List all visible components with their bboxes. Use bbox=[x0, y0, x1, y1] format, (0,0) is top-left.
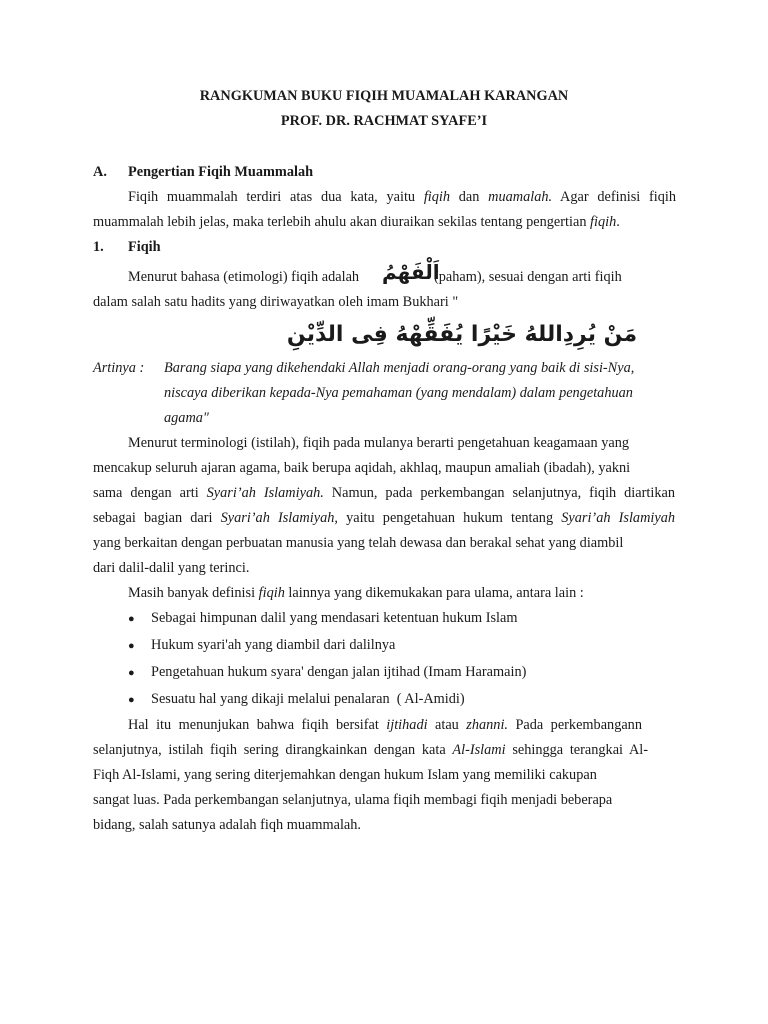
text-span: Pada perkembangann bbox=[508, 717, 642, 733]
italic-term: Syari’ah Islamiyah bbox=[220, 510, 335, 526]
terminologi-line-5: yang berkaitan dengan perbuatan manusia yang telah dewasa dan berakal sehat yang diambil bbox=[93, 535, 624, 551]
list-item: Sesuatu hal yang dikaji melalui penalaran ( Al-Amidi) bbox=[151, 691, 465, 707]
definisi-intro bbox=[128, 584, 584, 602]
paragraph-line-content bbox=[128, 716, 642, 734]
italic-term: ijtihadi bbox=[386, 717, 428, 733]
text-span: sehingga terangkai Al- bbox=[505, 742, 648, 758]
terminologi-line-2: mencakup seluruh ajaran agama, baik berupa aqidah, akhlaq, maupun amaliah (ibadah), yakni bbox=[93, 460, 631, 476]
artinya-line-1: Barang siapa yang dikehendaki Allah menjadi orang-orang yang baik di sisi-Nya, bbox=[164, 360, 635, 376]
artinya-label: Artinya : bbox=[93, 360, 145, 376]
artinya-line-2: niscaya diberikan kepada-Nya pemahaman (yang mendalam) dalam pengetahuan bbox=[164, 385, 633, 401]
section-a-paragraph-line-2 bbox=[93, 213, 620, 231]
section-a-number: A. bbox=[93, 164, 107, 180]
hadith-arabic-text: مَنْ يُرِدِاللهُ خَيْرًا يُفَقِّهْهُ فِى الدِّيْنِ bbox=[286, 322, 638, 347]
italic-term: Al-Islami bbox=[452, 742, 506, 758]
etimologi-text-end: (paham), sesuai dengan arti fiqih bbox=[434, 269, 622, 285]
text-span: dan bbox=[450, 189, 489, 205]
terminologi-line-1: Menurut terminologi (istilah), fiqih pada mulanya berarti pengetahuan keagamaan yang bbox=[128, 435, 630, 451]
text-span: selanjutnya, istilah fiqih sering dirangkainkan dengan kata bbox=[93, 742, 453, 758]
italic-term: muamalah. bbox=[488, 189, 553, 205]
artinya-line-3: agama" bbox=[164, 410, 209, 426]
list-item: Hukum syari'ah yang diambil dari dalilnya bbox=[151, 637, 396, 653]
text-span: Agar definisi fiqih bbox=[552, 189, 677, 205]
italic-term: zhanni. bbox=[466, 717, 508, 733]
document-title-line-1: RANGKUMAN BUKU FIQIH MUAMALAH KARANGAN bbox=[199, 88, 569, 104]
text-span: lainnya yang dikemukakan para ulama, antara lain : bbox=[284, 585, 584, 601]
italic-term: Syari’ah Islamiyah. bbox=[206, 485, 324, 501]
bullet-icon: ● bbox=[128, 613, 135, 625]
etimologi-text-line-2: dalam salah satu hadits yang diriwayatkan oleh imam Bukhari " bbox=[93, 294, 459, 310]
text-span: Hal itu menunjukan bahwa fiqih bersifat bbox=[128, 717, 387, 733]
bullet-icon: ● bbox=[128, 694, 135, 706]
paragraph-line-content bbox=[93, 509, 675, 527]
arabic-word-alfahmu: اَلْفَهْمُ bbox=[382, 260, 440, 284]
text-span: . bbox=[616, 214, 620, 230]
text-span: Namun, pada perkembangan selanjutnya, fiqih diartikan bbox=[323, 485, 675, 501]
paragraph-line-content bbox=[128, 188, 676, 206]
closing-line-1 bbox=[128, 716, 642, 734]
text-span: Masih banyak definisi bbox=[128, 585, 259, 601]
list-item: Sebagai himpunan dalil yang mendasari ketentuan hukum Islam bbox=[151, 610, 518, 626]
closing-line-5: bidang, salah satunya adalah fiqh muammalah. bbox=[93, 817, 361, 833]
bullet-icon: ● bbox=[128, 640, 135, 652]
text-span: sama dengan arti bbox=[93, 485, 207, 501]
closing-line-3: Fiqh Al-Islami, yang sering diterjemahkan dengan hukum Islam yang memiliki cakupan bbox=[93, 767, 597, 783]
list-item: Pengetahuan hukum syara' dengan jalan ijtihad (Imam Haramain) bbox=[151, 664, 527, 680]
section-1-number: 1. bbox=[93, 239, 104, 255]
paragraph-line-content bbox=[93, 741, 648, 759]
italic-term: fiqih bbox=[258, 585, 285, 601]
terminologi-line-3 bbox=[93, 484, 675, 502]
document-title-line-2: PROF. DR. RACHMAT SYAFE’I bbox=[280, 113, 488, 129]
italic-term: fiqih bbox=[423, 189, 451, 205]
text-span: , yaitu pengetahuan hukum tentang bbox=[334, 510, 562, 526]
italic-term: Syari’ah Islamiyah bbox=[561, 510, 676, 526]
bullet-icon: ● bbox=[128, 667, 135, 679]
terminologi-line-6: dari dalil-dalil yang terinci. bbox=[93, 560, 250, 576]
text-span: Fiqih muammalah terdiri atas dua kata, yaitu bbox=[128, 189, 424, 205]
closing-line-2 bbox=[93, 741, 648, 759]
etimologi-text-start: Menurut bahasa (etimologi) fiqih adalah bbox=[128, 269, 360, 285]
section-a-paragraph-line-1 bbox=[128, 188, 676, 206]
section-1-heading: Fiqih bbox=[128, 239, 161, 255]
text-span: atau bbox=[427, 717, 467, 733]
terminologi-line-4 bbox=[93, 509, 675, 527]
text-span: sebagai bagian dari bbox=[93, 510, 221, 526]
section-a-heading: Pengertian Fiqih Muammalah bbox=[128, 164, 314, 180]
italic-term: fiqih bbox=[590, 214, 617, 230]
closing-line-4: sangat luas. Pada perkembangan selanjutnya, ulama fiqih membagi fiqih menjadi beberapa bbox=[93, 792, 613, 808]
text-span: muammalah lebih jelas, maka terlebih ahulu akan diuraikan sekilas tentang pengertian bbox=[93, 214, 591, 230]
paragraph-line-content bbox=[93, 484, 675, 502]
